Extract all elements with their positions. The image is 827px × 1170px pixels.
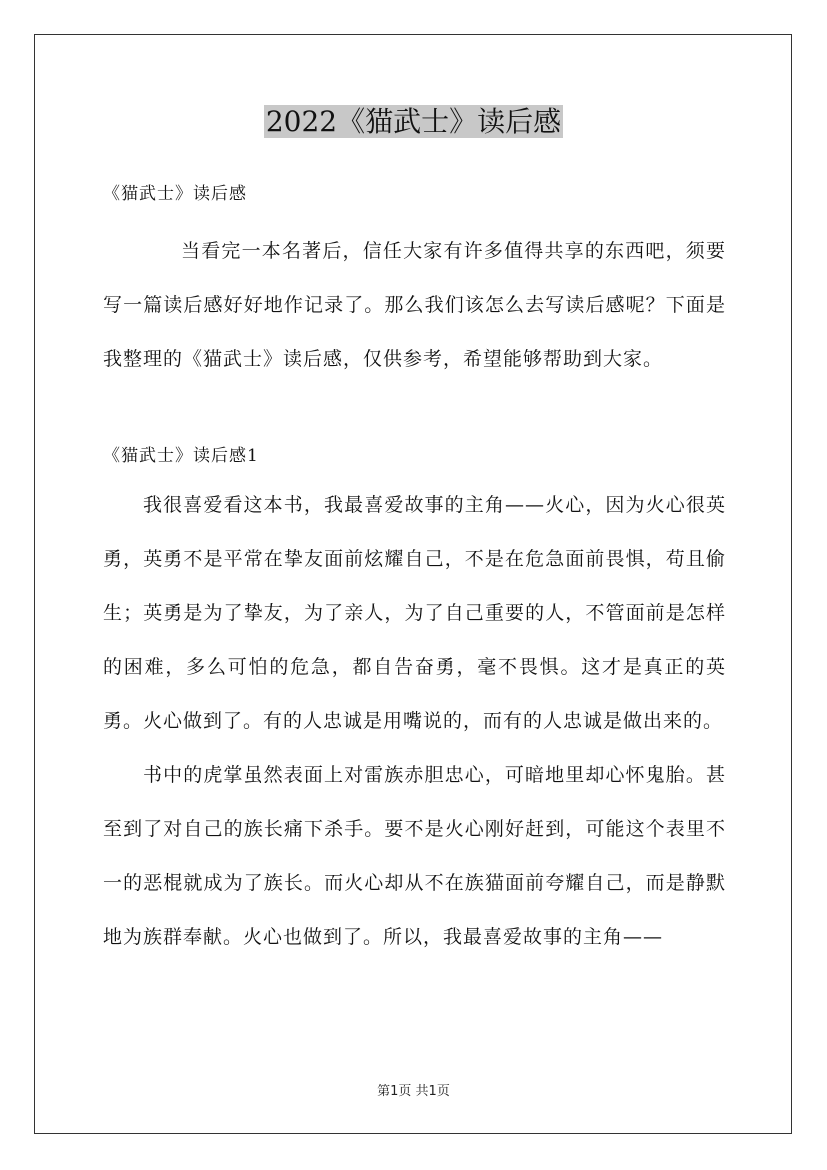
body-paragraph-1: 我很喜爱看这本书，我最喜爱故事的主角——火心，因为火心很英勇，英勇不是平常在挚友面前炫耀自己，不是在危急面前畏惧，苟且偷生；英勇是为了挚友，为了亲人，为了自己重要的人，不管面前是怎样的困难，多么可怕的危急，都自告奋勇，毫不畏惧。这才是真正的英勇。火心做到了。有的人忠诚是用嘴说的，而有的人忠诚是做出来的。 xyxy=(103,494,726,732)
document-title xyxy=(0,100,827,144)
intro-paragraph: 当看完一本名著后，信任大家有许多值得共享的东西吧，须要写一篇读后感好好地作记录了。那么我们该怎么去写读后感呢？下面是我整理的《猫武士》读后感，仅供参考，希望能够帮助到大家。 xyxy=(103,240,726,370)
document-body xyxy=(103,172,726,964)
spacer xyxy=(103,386,726,434)
document-subtitle: 《猫武士》读后感 xyxy=(103,184,247,204)
section-heading-1: 《猫武士》读后感1 xyxy=(103,446,259,466)
document-title-text: 2022《猫武士》读后感 xyxy=(265,105,562,138)
spacer xyxy=(103,216,726,224)
page-footer: 第1页 共1页 xyxy=(377,1084,450,1099)
body-paragraph-2: 书中的虎掌虽然表面上对雷族赤胆忠心，可暗地里却心怀鬼胎。甚至到了对自己的族长痛下杀手。要不是火心刚好赶到，可能这个表里不一的恶棍就成为了族长。而火心却从不在族猫面前夸耀自己，而是静默地为族群奉献。火心也做到了。所以，我最喜爱故事的主角—— xyxy=(103,764,726,948)
